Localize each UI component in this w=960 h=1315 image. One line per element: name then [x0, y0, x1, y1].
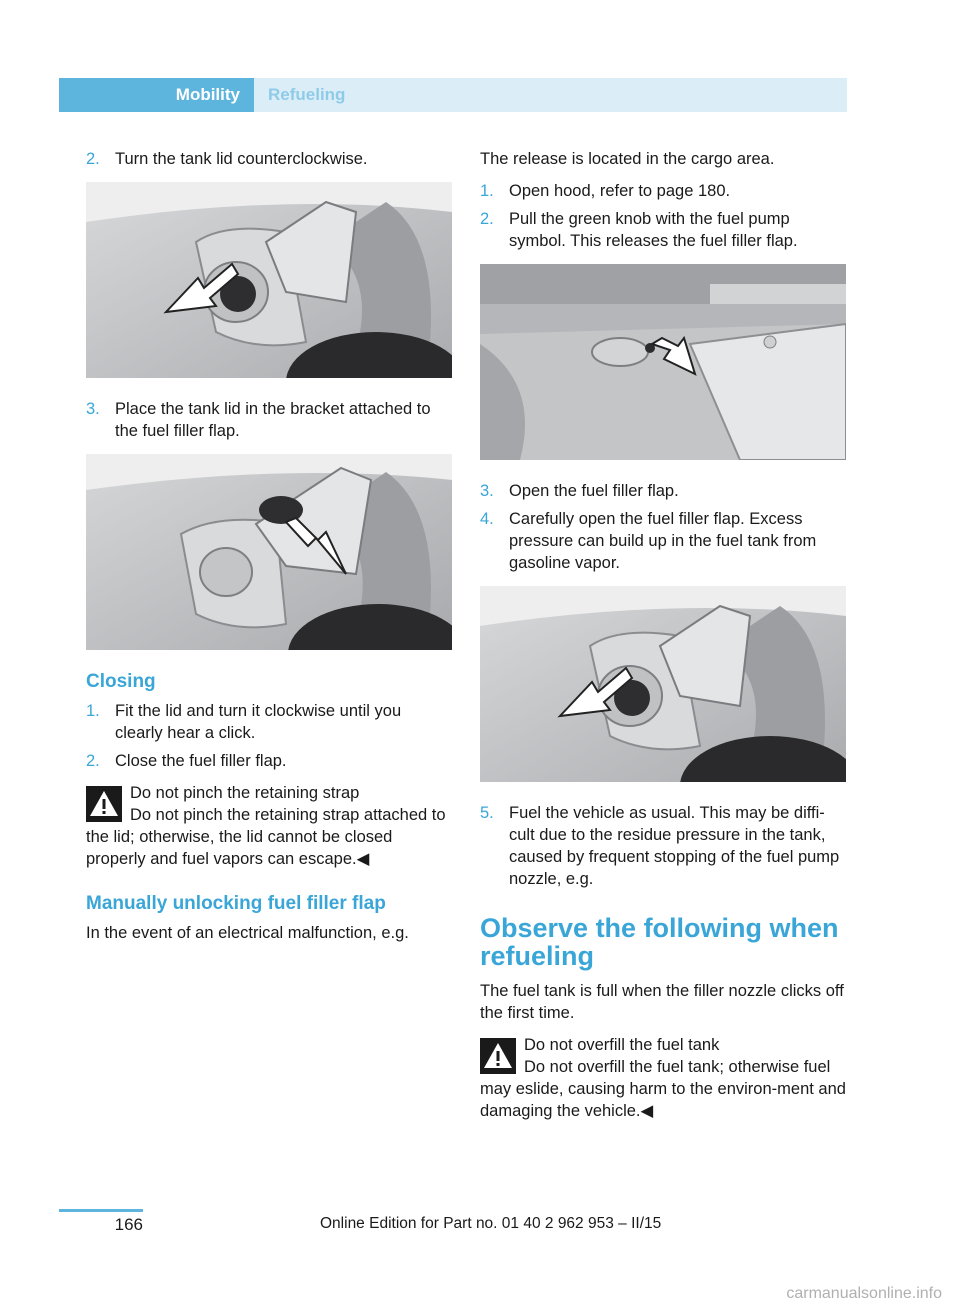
step-text: Place the tank lid in the bracket attached to the fuel filler flap. [115, 400, 431, 440]
step-text: Close the fuel filler flap. [115, 752, 287, 770]
warning-pinch-strap [86, 782, 452, 870]
step-text: Open hood, refer to page 180. [509, 182, 731, 200]
section-tab-refueling[interactable]: Refueling [254, 78, 847, 112]
illustration-lid-in-bracket [86, 454, 452, 650]
step-text: Turn the tank lid counterclockwise. [115, 150, 368, 168]
step-item [480, 802, 846, 890]
step-item [86, 750, 452, 772]
illustration-turn-lid [86, 182, 452, 378]
page-number: 166 [114, 1215, 143, 1234]
step-number: 2. [86, 752, 100, 770]
observe-heading: Observe the following when refueling [480, 913, 839, 971]
step-item [480, 180, 846, 202]
step-item [86, 700, 452, 744]
closing-heading: Closing [86, 671, 156, 692]
right-column [480, 148, 846, 1132]
step-item [86, 148, 452, 170]
step-text: Open the fuel filler flap. [509, 482, 679, 500]
warning-title: Do not overfill the fuel tank [524, 1036, 720, 1054]
release-location-text: The release is located in the cargo area. [480, 150, 775, 168]
step-item [480, 208, 846, 252]
step-number: 5. [480, 804, 494, 822]
edition-label: Online Edition for Part no. 01 40 2 962 953 – II/15 [320, 1215, 662, 1232]
watermark[interactable]: carmanualsonline.info [786, 1285, 942, 1302]
warning-body: Do not overfill the fuel tank; otherwise fuel may eslide, causing harm to the environ‐ment and damaging the vehicle.◀ [480, 1058, 846, 1120]
step-item [480, 480, 846, 502]
step-number: 4. [480, 510, 494, 528]
illustration-cargo-release-knob [480, 264, 846, 460]
section-tab-mobility[interactable]: Mobility [59, 78, 254, 112]
step-text: Fuel the vehicle as usual. This may be diffi‐cult due to the residue pressure in the tank, caused by frequent stopping of the fuel pump nozzle, e.g. [509, 804, 840, 888]
step-text: Fit the lid and turn it clockwise until you clearly hear a click. [115, 702, 402, 742]
manual-unlock-heading: Manually unlocking fuel filler flap [86, 893, 386, 914]
left-column [86, 148, 452, 954]
step-number: 1. [86, 702, 100, 720]
warning-body: Do not pinch the retaining strap attached to the lid; otherwise, the lid cannot be closed properly and fuel vapors can escape.◀ [86, 806, 446, 868]
step-number: 3. [86, 400, 100, 418]
step-number: 2. [86, 150, 100, 168]
manual-unlock-text: In the event of an electrical malfunction, e.g. [86, 924, 409, 942]
illustration-open-filler-flap [480, 586, 846, 782]
step-item [480, 508, 846, 574]
step-text: Carefully open the fuel filler flap. Excess pressure can build up in the fuel tank from gasoline vapor. [509, 510, 817, 572]
step-item [86, 398, 452, 442]
step-number: 2. [480, 210, 494, 228]
observe-text: The fuel tank is full when the filler nozzle clicks off the first time. [480, 982, 844, 1022]
footer-rule [59, 1209, 143, 1212]
page-header [59, 78, 847, 112]
warning-icon [480, 1038, 516, 1074]
warning-icon [86, 786, 122, 822]
warning-title: Do not pinch the retaining strap [130, 784, 360, 802]
step-number: 3. [480, 482, 494, 500]
step-number: 1. [480, 182, 494, 200]
warning-overfill [480, 1034, 846, 1122]
step-text: Pull the green knob with the fuel pump symbol. This releases the fuel filler flap. [509, 210, 798, 250]
